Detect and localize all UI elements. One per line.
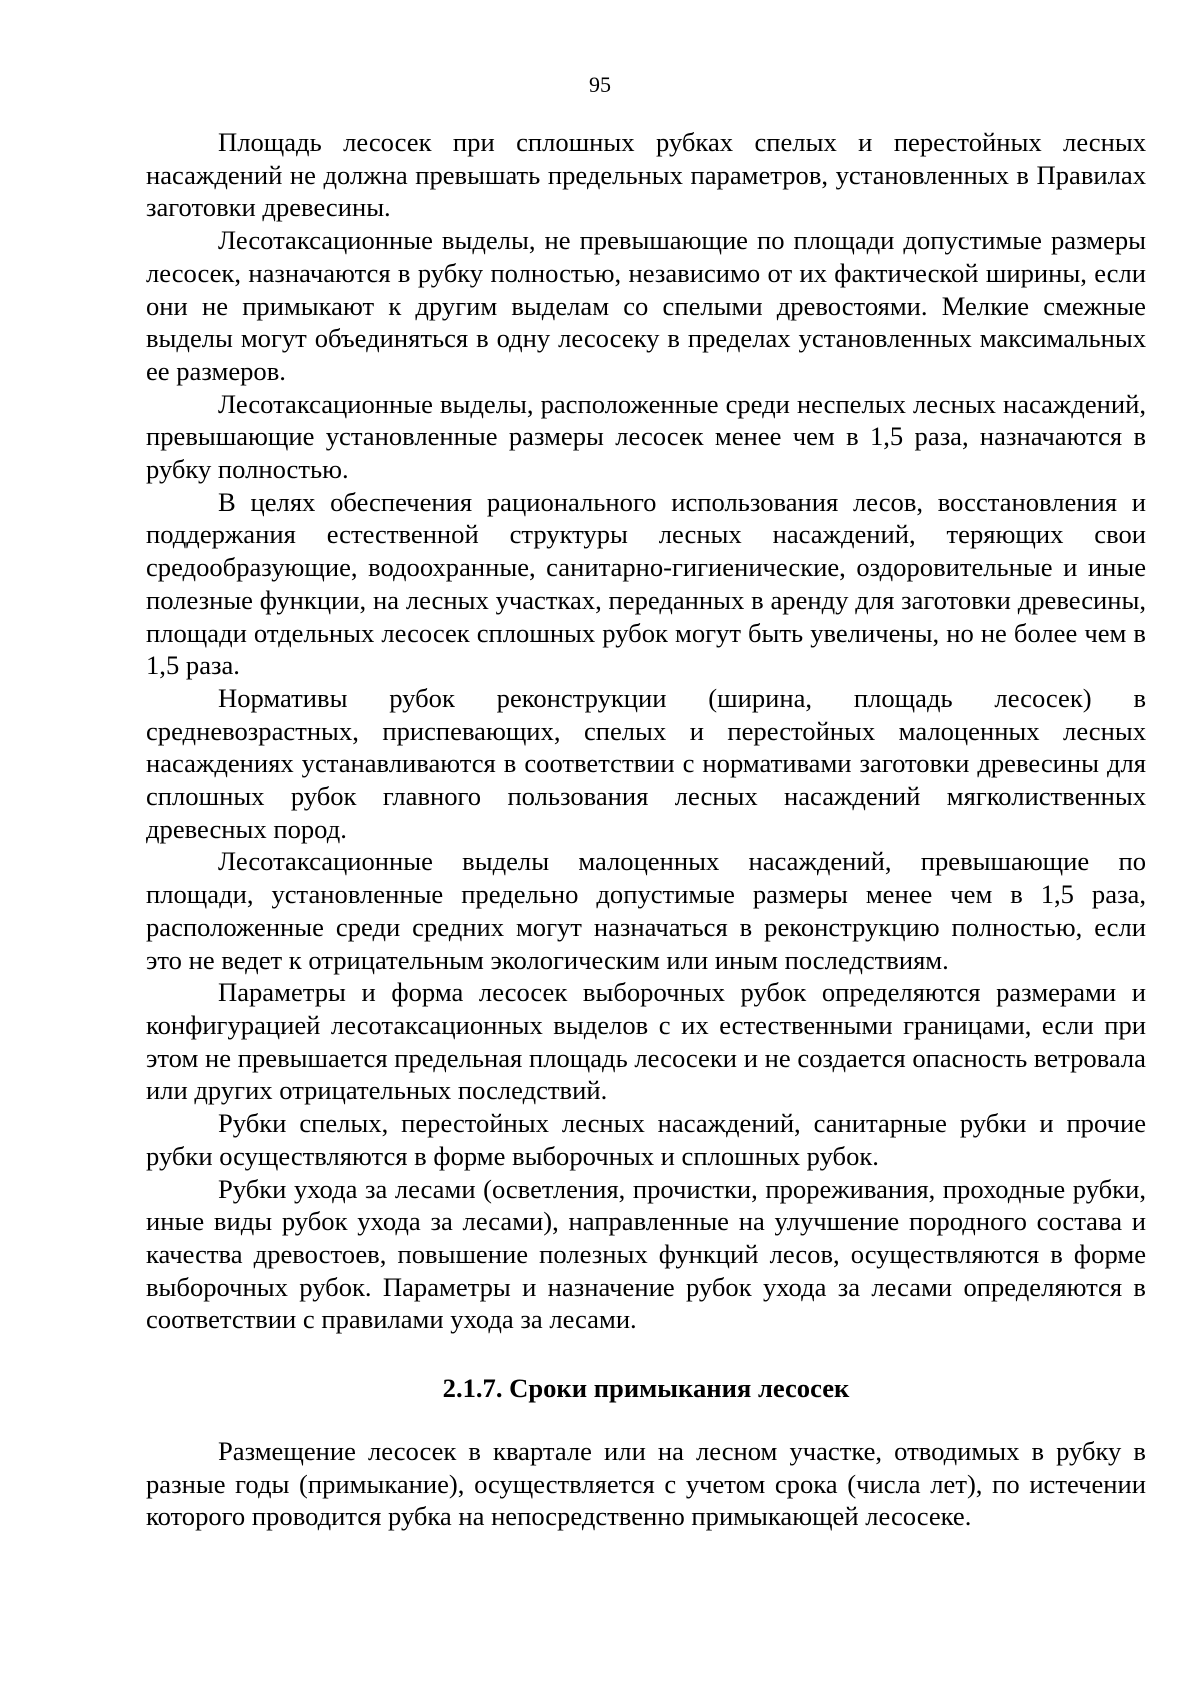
paragraph: Рубки ухода за лесами (осветления, прочистки, прореживания, проходные рубки, иные виды рубок ухода за лесами), направленные на улучшение породного состава и качества древостоев, повышение полезных функций лесов, осуществляются в форме выборочных рубок. Параметры и назначение рубок ухода за лесами определяются в соответствии с правилами ухода за лесами.	[146, 1173, 1146, 1335]
paragraph: Параметры и форма лесосек выборочных рубок определяются размерами и конфигурацией лесотаксационных выделов с их естественными границами, если при этом не превышается предельная площадь лесосеки и не создается опасность ветровала или других отрицательных последствий.	[146, 977, 1146, 1106]
paragraph: В целях обеспечения рационального использования лесов, восстановления и поддержания естественной структуры лесных насаждений, теряющих свои средообразующие, водоохранные, санитарно-гигиенические, оздоровительные и иные полезные функции, на лесных участках, переданных в аренду для заготовки древесины, площади отдельных лесосек сплошных рубок могут быть увеличены, но не более чем в 1,5 раза.	[146, 486, 1146, 681]
paragraph: Лесотаксационные выделы, не превышающие по площади допустимые размеры лесосек, назначаются в рубку полностью, независимо от их фактической ширины, если они не примыкают к другим выделам со спелыми древостоями. Мелкие смежные выделы могут объединяться в одну лесосеку в пределах установленных максимальных ее размеров.	[146, 225, 1146, 386]
paragraph: Нормативы рубок реконструкции (ширина, площадь лесосек) в средневозрастных, приспевающих, спелых и перестойных малоценных лесных насаждениях устанавливаются в соответствии с нормативами заготовки древесины для сплошных рубок главного пользования лесных насаждений мягколиственных древесных пород.	[146, 682, 1146, 844]
paragraph: Лесотаксационные выделы, расположенные среди неспелых лесных насаждений, превышающие установленные размеры лесосек менее чем в 1,5 раза, назначаются в рубку полностью.	[146, 388, 1146, 485]
page-content	[146, 126, 1146, 1533]
paragraph: Площадь лесосек при сплошных рубках спелых и перестойных лесных насаждений не должна превышать предельных параметров, установленных в Правилах заготовки древесины.	[146, 127, 1146, 223]
paragraph: Лесотаксационные выделы малоценных насаждений, превышающие по площади, установленные предельно допустимые размеры менее чем в 1,5 раза, расположенные среди средних могут назначаться в реконструкцию полностью, если это не ведет к отрицательным экологическим или иным последствиям.	[146, 846, 1146, 975]
paragraph: Размещение лесосек в квартале или на лесном участке, отводимых в рубку в разные годы (примыкание), осуществляется с учетом срока (числа лет), по истечении которого проводится рубка на непосредственно примыкающей лесосеке.	[146, 1436, 1146, 1532]
section-heading: 2.1.7. Сроки примыкания лесосек	[442, 1373, 850, 1404]
page-number: 95	[589, 72, 611, 97]
paragraph: Рубки спелых, перестойных лесных насаждений, санитарные рубки и прочие рубки осуществляются в форме выборочных и сплошных рубок.	[146, 1108, 1146, 1171]
